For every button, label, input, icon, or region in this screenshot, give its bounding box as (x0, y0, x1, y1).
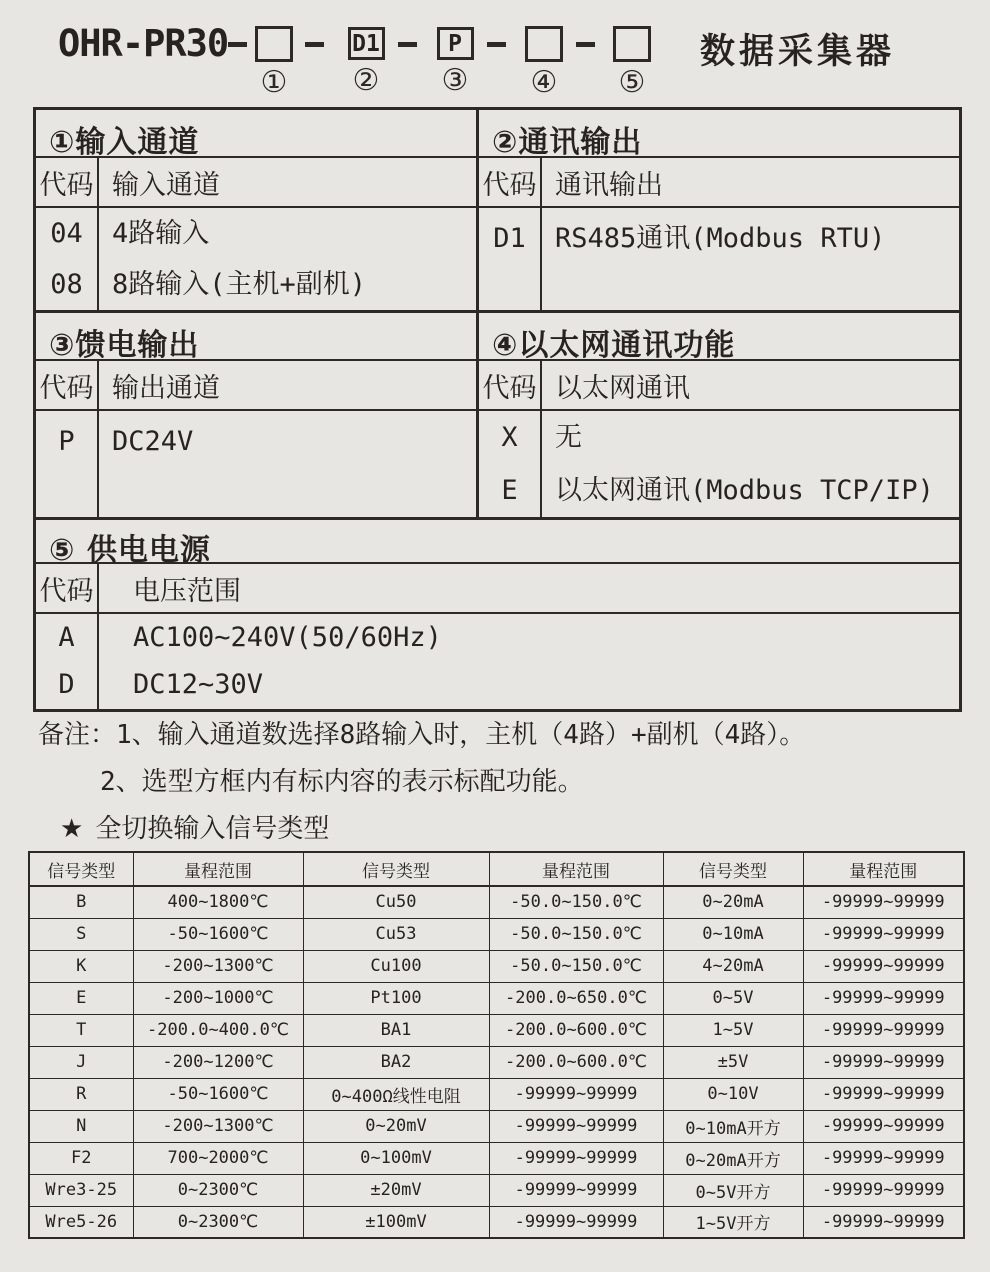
dash-separator (576, 42, 595, 47)
table-cell: -99999~99999 (803, 1174, 964, 1206)
table-cell: 0~20mA开方 (663, 1142, 803, 1174)
segment-number-4: ④ (530, 65, 558, 100)
desc-value: 以太网通讯(Modbus TCP/IP) (555, 474, 934, 506)
model-prefix: OHR-PR30 (58, 22, 229, 65)
selection-row-2 (36, 313, 959, 520)
desc-column-header: 通讯输出 (555, 169, 663, 201)
signal-table-title: 全切换输入信号类型 (95, 814, 330, 844)
segment-box-2: D1 (348, 27, 385, 60)
column-header: 信号类型 (29, 852, 133, 886)
table-cell: 0~10mA (663, 918, 803, 950)
section-body (36, 614, 959, 709)
table-cell: 0~100mV (303, 1142, 489, 1174)
table-cell: Wre3-25 (29, 1174, 133, 1206)
table-row (29, 1046, 964, 1078)
table-cell: F2 (29, 1142, 133, 1174)
table-cell: -99999~99999 (803, 1046, 964, 1078)
table-cell: -99999~99999 (489, 1174, 663, 1206)
table-cell: -99999~99999 (803, 918, 964, 950)
remarks (38, 718, 805, 799)
table-cell: -99999~99999 (803, 982, 964, 1014)
table-cell: E (29, 982, 133, 1014)
table-row (29, 1142, 964, 1174)
code-value: 08 (50, 268, 83, 300)
table-cell: ±20mV (303, 1174, 489, 1206)
model-selection-tables (33, 107, 962, 712)
code-value: 04 (50, 217, 83, 249)
table-cell: 4~20mA (663, 950, 803, 982)
segment-number-3: ③ (441, 63, 469, 98)
table-row (29, 1174, 964, 1206)
table-cell: Wre5-26 (29, 1206, 133, 1238)
table-cell: T (29, 1014, 133, 1046)
signal-type-table (28, 851, 965, 1239)
table-cell: -99999~99999 (489, 1142, 663, 1174)
column-header: 量程范围 (133, 852, 303, 886)
desc-value: DC24V (112, 426, 194, 457)
section-header (36, 361, 476, 411)
section-header (36, 564, 959, 614)
code-value: X (501, 421, 518, 453)
segment-number-1: ① (260, 65, 288, 100)
column-header: 信号类型 (663, 852, 803, 886)
code-column-header: 代码 (479, 158, 542, 206)
segment-box-3: P (437, 27, 474, 60)
model-segment-5 (612, 0, 652, 99)
table-cell: 1~5V开方 (663, 1206, 803, 1238)
desc-column (542, 208, 959, 310)
table-row (29, 950, 964, 982)
table-cell: Cu53 (303, 918, 489, 950)
dash-separator (398, 42, 417, 47)
table-cell: Cu100 (303, 950, 489, 982)
desc-column-header: 电压范围 (133, 575, 241, 607)
table-row (29, 886, 964, 918)
desc-value: 8路输入(主机+副机) (112, 268, 367, 300)
table-cell: R (29, 1078, 133, 1110)
table-cell: 0~10mA开方 (663, 1110, 803, 1142)
table-cell: -99999~99999 (489, 1110, 663, 1142)
segment-number-2: ② (352, 63, 380, 98)
code-value: A (58, 621, 75, 653)
table-row (29, 1014, 964, 1046)
table-cell: K (29, 950, 133, 982)
table-cell: -99999~99999 (489, 1206, 663, 1238)
section-input-channel (36, 110, 479, 310)
remark-line-1: 备注：1、输入通道数选择8路输入时，主机（4路）+副机（4路）。 (38, 720, 806, 750)
segment-box-5 (613, 26, 651, 62)
section-comm-output (479, 110, 959, 310)
table-cell: -99999~99999 (803, 1014, 964, 1046)
section-ethernet (479, 313, 959, 517)
table-row (29, 982, 964, 1014)
selection-row-1 (36, 110, 959, 313)
segment-box-4 (525, 26, 563, 62)
table-cell: 0~2300℃ (133, 1206, 303, 1238)
table-cell: -200~1000℃ (133, 982, 303, 1014)
table-cell: 0~2300℃ (133, 1174, 303, 1206)
section-power-supply (36, 520, 959, 709)
section-title: ⑤ 供电电源 (36, 520, 959, 564)
table-cell: ±100mV (303, 1206, 489, 1238)
code-value: P (58, 426, 75, 457)
table-cell: -99999~99999 (803, 1078, 964, 1110)
table-cell: -99999~99999 (803, 950, 964, 982)
desc-column (542, 411, 959, 517)
desc-column-header: 以太网通讯 (555, 372, 690, 404)
code-column (36, 411, 99, 517)
remark-line-2: 2、选型方框内有标内容的表示标配功能。 (100, 767, 584, 797)
table-cell: S (29, 918, 133, 950)
code-column (36, 614, 99, 709)
section-title: ①输入通道 (36, 110, 476, 158)
desc-column (99, 614, 959, 709)
section-title: ③馈电输出 (36, 313, 476, 361)
table-cell: -99999~99999 (803, 1206, 964, 1238)
code-value: E (501, 474, 518, 506)
desc-value: RS485通讯(Modbus RTU) (555, 223, 886, 254)
table-cell: 0~5V开方 (663, 1174, 803, 1206)
table-cell: ±5V (663, 1046, 803, 1078)
section-feed-output (36, 313, 479, 517)
table-cell: -200.0~600.0℃ (489, 1046, 663, 1078)
table-cell: 0~20mV (303, 1110, 489, 1142)
segment-box-1 (255, 26, 293, 62)
table-cell: -50.0~150.0℃ (489, 886, 663, 918)
table-cell: BA1 (303, 1014, 489, 1046)
code-column (479, 411, 542, 517)
table-cell: -99999~99999 (489, 1078, 663, 1110)
table-cell: 1~5V (663, 1014, 803, 1046)
table-cell: -50.0~150.0℃ (489, 918, 663, 950)
table-row (29, 1110, 964, 1142)
table-cell: 0~20mA (663, 886, 803, 918)
table-cell: J (29, 1046, 133, 1078)
product-name: 数据采集器 (700, 32, 896, 72)
model-segment-1 (254, 0, 294, 99)
star-icon: ★ (60, 814, 84, 844)
column-header: 量程范围 (489, 852, 663, 886)
section-header (479, 361, 959, 411)
section-body (479, 411, 959, 517)
table-cell: 0~5V (663, 982, 803, 1014)
table-cell: 0~400Ω线性电阻 (303, 1078, 489, 1110)
section-header (36, 158, 476, 208)
table-cell: -200.0~600.0℃ (489, 1014, 663, 1046)
table-header-row (29, 852, 964, 886)
model-segment-2 (346, 0, 386, 97)
desc-value: 4路输入 (112, 217, 210, 249)
code-column-header: 代码 (36, 158, 99, 206)
dash-separator (228, 42, 247, 47)
section-body (36, 411, 476, 517)
table-cell: -200.0~650.0℃ (489, 982, 663, 1014)
desc-value: DC12~30V (133, 669, 264, 701)
model-segment-4 (524, 0, 564, 99)
code-column-header: 代码 (36, 564, 99, 612)
table-cell: Cu50 (303, 886, 489, 918)
section-title: ②通讯输出 (479, 110, 959, 158)
table-cell: 400~1800℃ (133, 886, 303, 918)
model-code-diagram (0, 0, 990, 107)
desc-column-header: 输出通道 (112, 372, 220, 404)
table-cell: -50~1600℃ (133, 918, 303, 950)
code-column (36, 208, 99, 310)
table-cell: -200.0~400.0℃ (133, 1014, 303, 1046)
desc-column (99, 411, 476, 517)
table-cell: -200~1300℃ (133, 1110, 303, 1142)
column-header: 信号类型 (303, 852, 489, 886)
table-cell: 700~2000℃ (133, 1142, 303, 1174)
dash-separator (305, 42, 324, 47)
table-cell: 0~10V (663, 1078, 803, 1110)
section-body (36, 208, 476, 310)
column-header: 量程范围 (803, 852, 964, 886)
code-value: D (58, 669, 75, 701)
desc-column (99, 208, 476, 310)
desc-value: AC100~240V(50/60Hz) (133, 621, 442, 653)
desc-value: 无 (555, 421, 582, 453)
desc-column-header: 输入通道 (112, 169, 220, 201)
code-column-header: 代码 (479, 361, 542, 409)
table-cell: -200~1300℃ (133, 950, 303, 982)
section-title: ④以太网通讯功能 (479, 313, 959, 361)
code-value: D1 (493, 223, 526, 254)
model-segment-3 (435, 0, 475, 97)
signal-table-heading (60, 808, 329, 845)
table-row (29, 1078, 964, 1110)
table-cell: -99999~99999 (803, 1110, 964, 1142)
table-cell: -99999~99999 (803, 1142, 964, 1174)
code-column (479, 208, 542, 310)
table-cell: -50~1600℃ (133, 1078, 303, 1110)
table-cell: -50.0~150.0℃ (489, 950, 663, 982)
table-row (29, 918, 964, 950)
table-cell: B (29, 886, 133, 918)
selection-row-3 (36, 520, 959, 709)
section-body (479, 208, 959, 310)
table-cell: BA2 (303, 1046, 489, 1078)
section-header (479, 158, 959, 208)
table-cell: N (29, 1110, 133, 1142)
table-cell: Pt100 (303, 982, 489, 1014)
segment-number-5: ⑤ (618, 65, 646, 100)
table-row (29, 1206, 964, 1238)
table-cell: -200~1200℃ (133, 1046, 303, 1078)
code-column-header: 代码 (36, 361, 99, 409)
dash-separator (487, 42, 506, 47)
table-cell: -99999~99999 (803, 886, 964, 918)
